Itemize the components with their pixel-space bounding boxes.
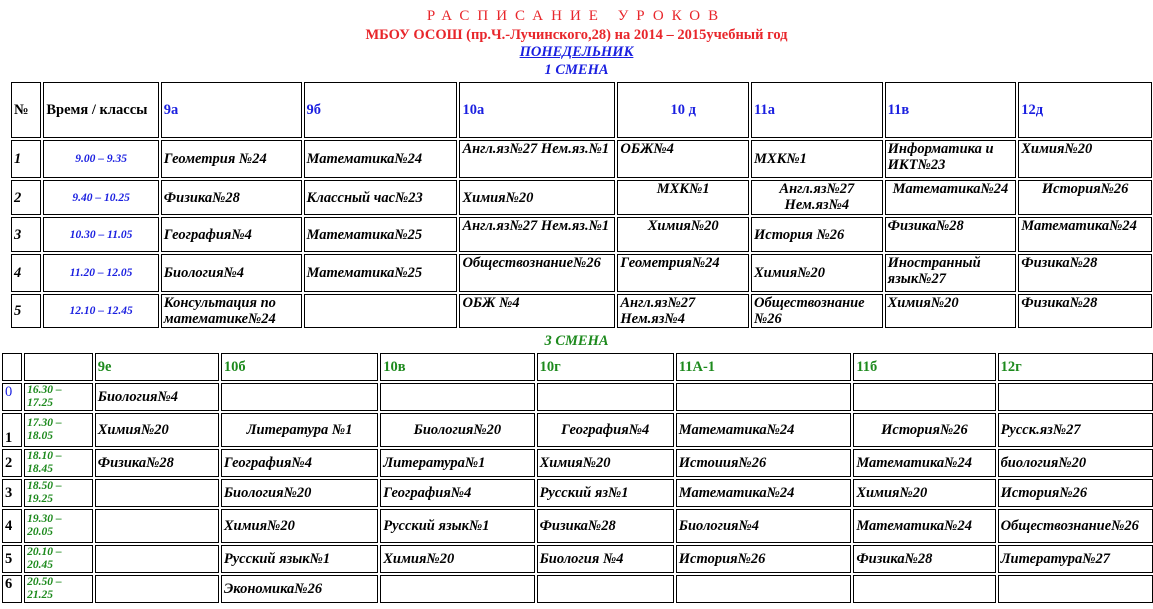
lesson-cell: Химия№20 — [459, 180, 615, 215]
lesson-cell — [537, 383, 674, 411]
school-subtitle: МБОУ ОСОШ (пр.Ч.-Лучинского,28) на 2014 – 2015учебный год — [365, 27, 788, 43]
lesson-cell: Физика№28 — [1018, 254, 1152, 292]
lesson-time: 20.10 – 20.45 — [24, 545, 93, 573]
day-heading: ПОНЕДЕЛЬНИК — [519, 44, 634, 60]
lesson-cell: Химия№20 — [380, 545, 534, 573]
lesson-cell — [380, 575, 534, 603]
lesson-cell: Литература№27 — [998, 545, 1153, 573]
lesson-cell: ОБЖ №4 — [459, 294, 615, 328]
lesson-cell — [380, 383, 534, 411]
lesson-cell: Русский язык№1 — [380, 509, 534, 543]
class-header: 10в — [380, 353, 534, 381]
lesson-cell: Обществознание№26 — [459, 254, 615, 292]
lesson-number: 4 — [11, 254, 41, 292]
lesson-cell: История№26 — [676, 545, 852, 573]
lesson-cell: География№4 — [161, 217, 302, 252]
lesson-cell: География№4 — [380, 479, 534, 507]
lesson-cell: Химия№20 — [221, 509, 378, 543]
lesson-cell: Физика№28 — [95, 449, 219, 477]
table-row — [2, 383, 1153, 411]
lesson-cell: Обществознание№26 — [998, 509, 1153, 543]
lesson-cell — [95, 545, 219, 573]
table-row — [11, 140, 1152, 178]
lesson-cell: Биология№4 — [161, 254, 302, 292]
table-row — [2, 509, 1153, 543]
header-num: № — [11, 82, 41, 138]
lesson-cell: Математика№25 — [304, 217, 458, 252]
lesson-number: 6 — [2, 575, 22, 603]
lesson-cell: География№4 — [537, 413, 674, 447]
lesson-cell — [95, 479, 219, 507]
lesson-cell: Химия№20 — [1018, 140, 1152, 178]
lesson-cell: Математика№24 — [853, 509, 995, 543]
lesson-time: 16.30 – 17.25 — [24, 383, 93, 411]
lesson-cell: Химия№20 — [853, 479, 995, 507]
lesson-number: 2 — [2, 449, 22, 477]
class-header: 11а — [751, 82, 883, 138]
lesson-cell: ОБЖ№4 — [617, 140, 749, 178]
lesson-cell — [676, 383, 852, 411]
table-row — [2, 545, 1153, 573]
lesson-cell: Математика№25 — [304, 254, 458, 292]
lesson-cell: Биология№20 — [380, 413, 534, 447]
table-row — [2, 575, 1153, 603]
lesson-cell: Химия№20 — [617, 217, 749, 252]
class-header: 12г — [998, 353, 1153, 381]
class-header: 10а — [459, 82, 615, 138]
lesson-cell: История №26 — [751, 217, 883, 252]
class-header: 10г — [537, 353, 674, 381]
lesson-cell: Химия№20 — [537, 449, 674, 477]
lesson-cell: История№26 — [853, 413, 995, 447]
lesson-time: 17.30 – 18.05 — [24, 413, 93, 447]
lesson-cell — [998, 383, 1153, 411]
class-header: 12д — [1018, 82, 1152, 138]
lesson-number: 3 — [11, 217, 41, 252]
lesson-number: 4 — [2, 509, 22, 543]
lesson-cell: МХК№1 — [617, 180, 749, 215]
lesson-cell: Математика№24 — [304, 140, 458, 178]
lesson-cell: биология№20 — [998, 449, 1153, 477]
lesson-time: 20.50 – 21.25 — [24, 575, 93, 603]
table-row — [11, 254, 1152, 292]
schedule-title: РАСПИСАНИЕ УРОКОВ — [426, 8, 727, 24]
lesson-time: 19.30 – 20.05 — [24, 509, 93, 543]
header-time — [24, 353, 93, 381]
lesson-cell: Физика№28 — [885, 217, 1017, 252]
lesson-cell: Математика№24 — [853, 449, 995, 477]
lesson-cell: Химия№20 — [95, 413, 219, 447]
lesson-number: 1 — [11, 140, 41, 178]
table-row — [2, 479, 1153, 507]
lesson-cell: География№4 — [221, 449, 378, 477]
class-header: 9е — [95, 353, 219, 381]
lesson-cell: Математика№24 — [1018, 217, 1152, 252]
class-header: 11б — [853, 353, 995, 381]
lesson-cell — [853, 575, 995, 603]
header-num — [2, 353, 22, 381]
header-time: Время / классы — [43, 82, 158, 138]
lesson-cell: Русск.яз№27 — [998, 413, 1153, 447]
lesson-cell: Классный час№23 — [304, 180, 458, 215]
lesson-time: 18.10 – 18.45 — [24, 449, 93, 477]
lesson-time: 18.50 – 19.25 — [24, 479, 93, 507]
shift1-table — [9, 80, 1153, 330]
lesson-cell: Математика№24 — [676, 479, 852, 507]
lesson-time: 10.30 – 11.05 — [43, 217, 158, 252]
lesson-cell: Консультация по математике№24 — [161, 294, 302, 328]
lesson-cell: Англ.яз№27 Нем.яз№4 — [617, 294, 749, 328]
table-row — [11, 217, 1152, 252]
lesson-cell: Физика№28 — [161, 180, 302, 215]
lesson-cell: Англ.яз№27 Нем.яз№4 — [751, 180, 883, 215]
lesson-cell: Литература№1 — [380, 449, 534, 477]
lesson-cell: Геометрия№24 — [617, 254, 749, 292]
lesson-cell: Экономика№26 — [221, 575, 378, 603]
class-header: 9б — [304, 82, 458, 138]
lesson-cell — [853, 383, 995, 411]
lesson-cell — [304, 294, 458, 328]
lesson-cell: Обществознание №26 — [751, 294, 883, 328]
lesson-cell: Англ.яз№27 Нем.яз.№1 — [459, 217, 615, 252]
lesson-number: 2 — [11, 180, 41, 215]
lesson-cell — [221, 383, 378, 411]
lesson-cell: Биология №4 — [537, 545, 674, 573]
lesson-cell: Математика№24 — [676, 413, 852, 447]
lesson-number: 1 — [2, 413, 22, 447]
lesson-cell: Информатика и ИКТ№23 — [885, 140, 1017, 178]
lesson-cell: Химия№20 — [751, 254, 883, 292]
lesson-cell: Иностранный язык№27 — [885, 254, 1017, 292]
table-row — [2, 413, 1153, 447]
lesson-cell: История№26 — [1018, 180, 1152, 215]
lesson-cell: Истоиия№26 — [676, 449, 852, 477]
lesson-cell: Русский язык№1 — [221, 545, 378, 573]
table-row — [11, 180, 1152, 215]
table-row — [2, 449, 1153, 477]
shift1-heading: 1 СМЕНА — [544, 62, 609, 78]
class-header: 10 д — [617, 82, 749, 138]
lesson-cell — [998, 575, 1153, 603]
lesson-cell: Физика№28 — [537, 509, 674, 543]
lesson-cell: Физика№28 — [1018, 294, 1152, 328]
lesson-time: 9.00 – 9.35 — [43, 140, 158, 178]
class-header: 11в — [885, 82, 1017, 138]
class-header: 9а — [161, 82, 302, 138]
lesson-cell: Математика№24 — [885, 180, 1017, 215]
class-header: 10б — [221, 353, 378, 381]
lesson-cell — [537, 575, 674, 603]
table-row — [11, 294, 1152, 328]
lesson-cell — [95, 509, 219, 543]
lesson-cell: Литература №1 — [221, 413, 378, 447]
lesson-number: 0 — [2, 383, 22, 411]
lesson-cell: Русский яз№1 — [537, 479, 674, 507]
lesson-time: 12.10 – 12.45 — [43, 294, 158, 328]
lesson-time: 9.40 – 10.25 — [43, 180, 158, 215]
lesson-cell: Биология№20 — [221, 479, 378, 507]
lesson-cell: Химия№20 — [885, 294, 1017, 328]
lesson-number: 5 — [11, 294, 41, 328]
lesson-cell: МХК№1 — [751, 140, 883, 178]
lesson-cell: Биология№4 — [676, 509, 852, 543]
lesson-time: 11.20 – 12.05 — [43, 254, 158, 292]
shift3-table — [0, 351, 1153, 605]
lesson-cell: Биология№4 — [95, 383, 219, 411]
shift3-heading: 3 СМЕНА — [544, 333, 609, 349]
lesson-cell: Англ.яз№27 Нем.яз.№1 — [459, 140, 615, 178]
lesson-number: 3 — [2, 479, 22, 507]
lesson-cell: История№26 — [998, 479, 1153, 507]
lesson-cell: Геометрия №24 — [161, 140, 302, 178]
lesson-number: 5 — [2, 545, 22, 573]
lesson-cell: Физика№28 — [853, 545, 995, 573]
lesson-cell — [95, 575, 219, 603]
class-header: 11А-1 — [676, 353, 852, 381]
lesson-cell — [676, 575, 852, 603]
